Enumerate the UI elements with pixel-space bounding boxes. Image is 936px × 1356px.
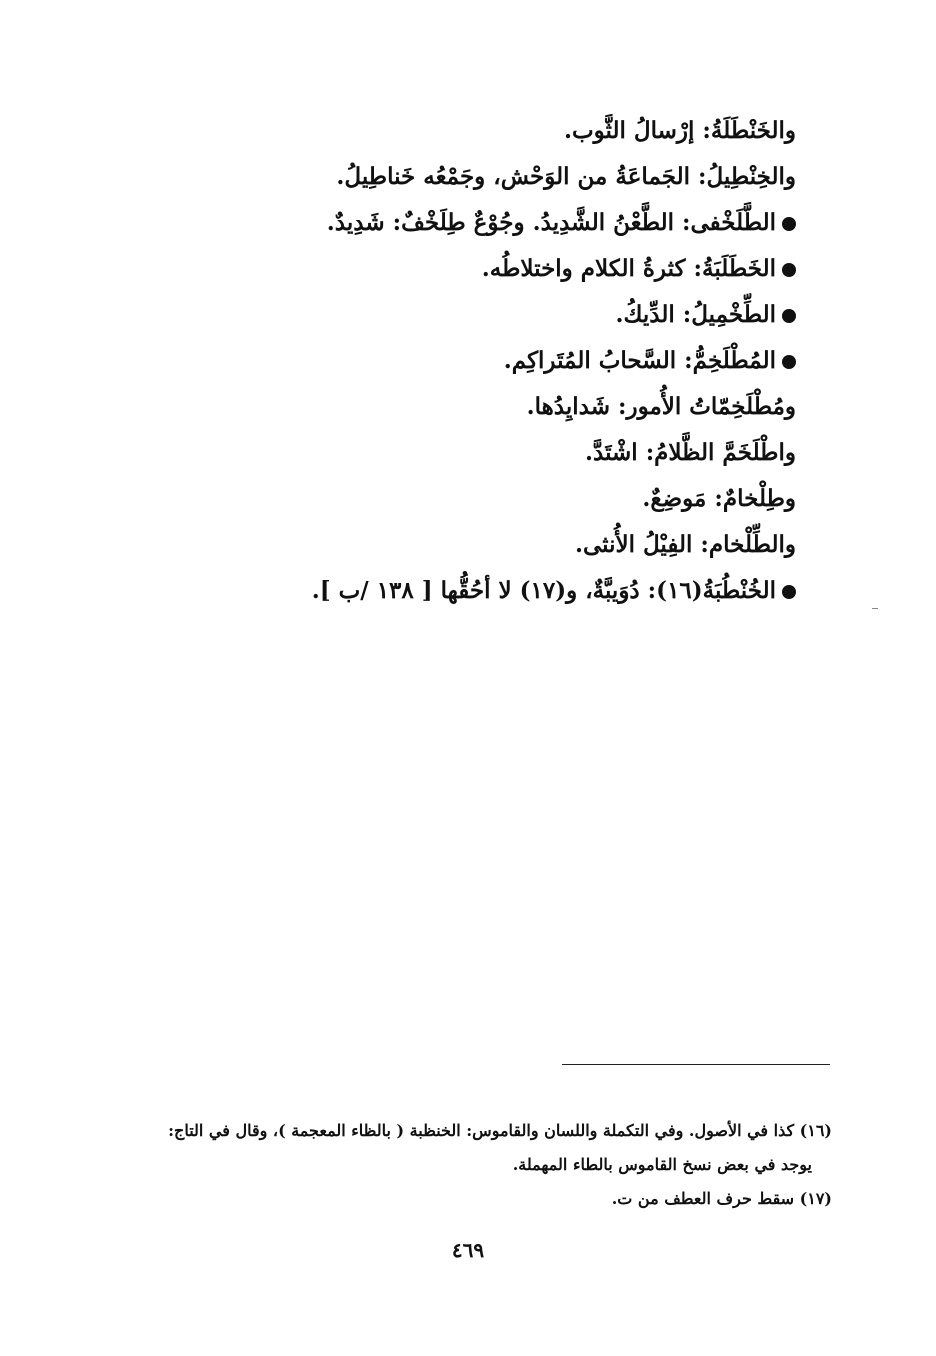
margin-mark bbox=[872, 608, 878, 609]
entry-line bbox=[256, 246, 796, 292]
entry-text: والخَنْطَلَةُ: إرْسالُ الثَّوب. bbox=[564, 117, 796, 144]
page-number: ٤٦٩ bbox=[451, 1238, 485, 1262]
entry-text: ومُطْلَخِمّاتُ الأُمور: شَدايِدُها. bbox=[526, 393, 796, 420]
entry-line bbox=[256, 292, 796, 338]
entry-text: الطَّلَخْفى: الطَّعْنُ الشَّدِيدُ. وجُوْعٌ طِلَخْفٌ: شَدِيدٌ. bbox=[326, 209, 776, 236]
entry-line bbox=[256, 476, 796, 522]
entry-line bbox=[256, 384, 796, 430]
footnote-text: يوجد في بعض نسخ القاموس بالطاء المهملة. bbox=[512, 1155, 812, 1174]
bullet-icon bbox=[782, 217, 796, 231]
entry-line bbox=[256, 522, 796, 568]
dictionary-entries bbox=[256, 108, 796, 614]
entry-text: والطِّلْخام: الفِيْلُ الأُنثى. bbox=[574, 531, 796, 558]
bullet-icon bbox=[782, 355, 796, 369]
entry-text: الخُنْطُبَةُ(١٦): دُوَيبَّةٌ، و(١٧) لا أحُقُّها [ ١٣٨ /ب ]. bbox=[311, 577, 776, 604]
entry-text: الطِّخْمِيلُ: الدِّيكُ. bbox=[615, 301, 776, 328]
bullet-icon bbox=[782, 309, 796, 323]
footnote-16 bbox=[92, 1114, 832, 1148]
footnote-16-continuation bbox=[92, 1148, 832, 1182]
entry-line bbox=[256, 108, 796, 154]
footnotes bbox=[92, 1114, 832, 1216]
bullet-icon bbox=[782, 263, 796, 277]
footnote-17 bbox=[92, 1182, 832, 1216]
entry-line bbox=[256, 430, 796, 476]
entry-text: الخَطَلَبَةُ: كثرةُ الكلام واختلاطُه. bbox=[481, 255, 776, 282]
entry-text: وطِلْخامٌ: مَوضِعٌ. bbox=[642, 485, 796, 512]
footnote-divider bbox=[562, 1064, 830, 1065]
entry-text: المُطْلَخِمُّ: السَّحابُ المُتَراكِم. bbox=[503, 347, 776, 374]
entry-line bbox=[256, 200, 796, 246]
footnote-text: (١٦) كذا في الأصول. وفي التكملة واللسان والقاموس: الخنظبة ( بالظاء المعجمة )، وقال في التاج: bbox=[168, 1121, 832, 1140]
entry-text: والخِنْطِيلُ: الجَماعَةُ من الوَحْش، وجَمْعُه خَناطِيلُ. bbox=[336, 163, 796, 190]
footnote-text: (١٧) سقط حرف العطف من ت. bbox=[611, 1189, 832, 1208]
bullet-icon bbox=[782, 585, 796, 599]
entry-line bbox=[256, 154, 796, 200]
entry-line bbox=[256, 568, 796, 614]
entry-line bbox=[256, 338, 796, 384]
entry-text: واطْلَخَمَّ الظَّلامُ: اشْتَدَّ. bbox=[585, 439, 796, 466]
